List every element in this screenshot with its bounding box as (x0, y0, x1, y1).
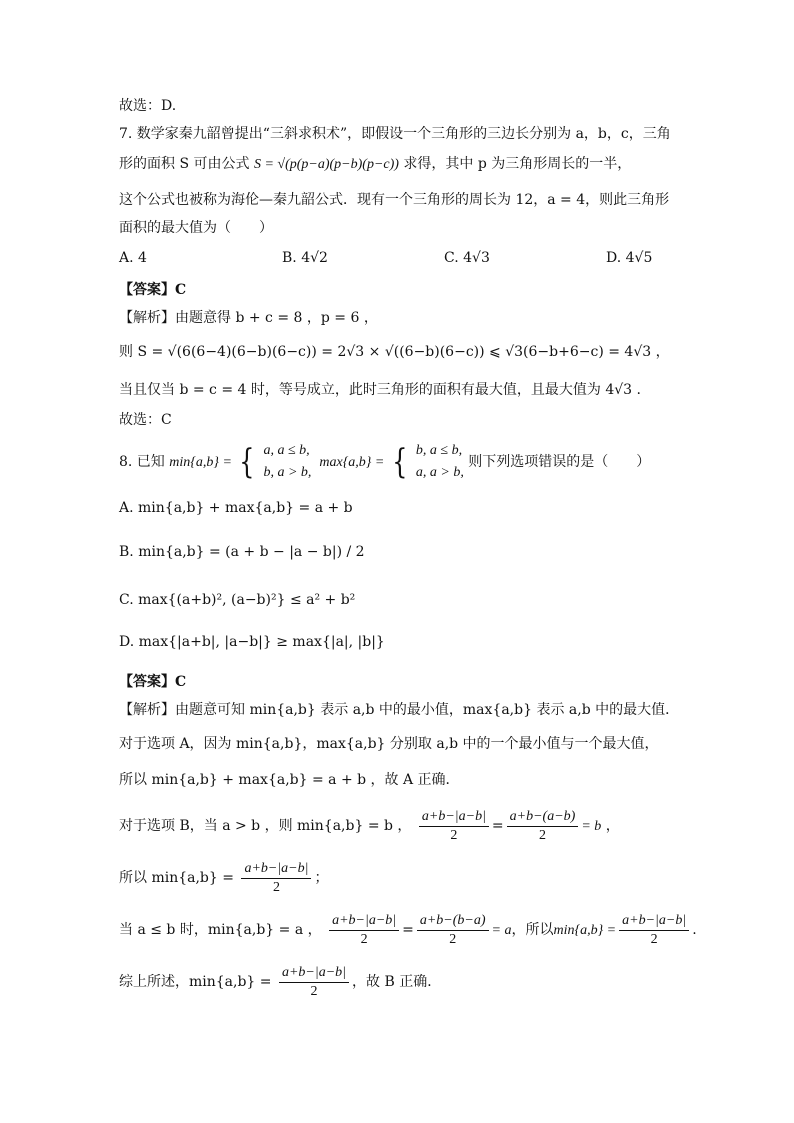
min-case-2: b, a > b, (263, 465, 312, 480)
q8-analysis-4-pre: 对于选项 B，当 a > b ，则 min{a,b} = b ， (119, 818, 412, 834)
q7-stem-line2 (119, 154, 631, 175)
q8-analysis-4: 对于选项 B，当 a > b ，则 min{a,b} = b ， $\frac{a+b-|a-b|}{2}$ = $\frac{a+b-(a-b)}{2}$ = b ， (119, 808, 620, 843)
fraction-abs: $\frac{a+b-|a-b|}{2}$ (419, 808, 489, 845)
q7-analysis-2: 则 S = √(6(6−4)(6−b)(6−c)) = 2√3 × √((6−b)(6−c)) ⩽ √3(6−b+6−c) = 4√3 ， (119, 344, 670, 360)
q8-stem-pre: 8. 已知 (119, 454, 165, 470)
q8-option-d: D. max{|a+b|, |a−b|} ≥ max{|a|, |b|} (119, 634, 385, 650)
fraction-abs: $\frac{a+b-|a-b|}{2}$ (619, 912, 689, 949)
q7-answer: 【答案】C (119, 282, 187, 298)
q8-answer: 【答案】C (119, 674, 187, 690)
left-brace-icon: { (239, 442, 255, 482)
q8-option-c: C. max{(a+b)², (a−b)²} ≤ a² + b² (119, 592, 356, 608)
max-definition (416, 440, 464, 484)
min-definition (263, 440, 311, 484)
q8-analysis-6: 当 a ≤ b 时，min{a,b} = a ， $\frac{a+b-|a-b|}{2}$ = $\frac{a+b-(b-a)}{2}$ = a，所以min{a,b} = $\frac{a+b-|a-b|}{2}$ . (119, 912, 697, 947)
q8-analysis-6-pre: 当 a ≤ b 时，min{a,b} = a ， (119, 922, 322, 938)
q8-option-a: A. min{a,b} + max{a,b} = a + b (119, 500, 353, 516)
heron-formula: S = √(p(p−a)(p−b)(p−c)) (253, 157, 399, 172)
fraction-abs: $\frac{a+b-|a-b|}{2}$ (279, 964, 349, 1001)
q7-option-c: C. 4√3 (444, 250, 490, 266)
q8-analysis-3: 所以 min{a,b} + max{a,b} = a + b ，故 A 正确． (119, 772, 460, 788)
max-label: max{a,b} = (315, 455, 385, 470)
q8-stem-post: 则下列选项错误的是（ ） (468, 454, 651, 470)
fraction-expanded: $\frac{a+b-(a-b)}{2}$ (507, 808, 579, 845)
q7-stem-line1: 7. 数学家秦九韶曾提出“三斜求积术”，即假设一个三角形的三边长分别为 a，b，c，三角 (119, 126, 671, 142)
q8-analysis-5-pre: 所以 min{a,b} = (119, 870, 234, 886)
q7-option-b: B. 4√2 (282, 250, 328, 266)
q8-analysis-1: 【解析】由题意可知 min{a,b} 表示 a,b 中的最小值，max{a,b} 表示 a,b 中的最大值． (119, 702, 680, 718)
q7-option-a: A. 4 (119, 250, 147, 266)
q8-analysis-7-pre: 综上所述，min{a,b} = (119, 974, 272, 990)
fraction-abs: $\frac{a+b-|a-b|}{2}$ (241, 860, 311, 897)
q8-analysis-7-post: ，故 B 正确． (352, 974, 442, 990)
fraction-abs: $\frac{a+b-|a-b|}{2}$ (329, 912, 399, 949)
q7-stem-line4: 面积的最大值为（ ） (119, 220, 273, 236)
min-label: min{a,b} = (169, 455, 232, 470)
q8-analysis-7 (119, 962, 441, 1002)
max-case-1: b, a ≤ b, (415, 443, 463, 458)
q6-conclusion: 故选：D. (119, 98, 177, 114)
q8-analysis-5: 所以 min{a,b} = $\frac{a+b-|a-b|}{2}$ ； (119, 860, 329, 895)
q8-option-b: B. min{a,b} = (a + b − |a − b|) / 2 (119, 544, 365, 560)
q7-analysis-3: 当且仅当 b = c = 4 时，等号成立，此时三角形的面积有最大值，且最大值为 4√3 . (119, 382, 641, 398)
q7-option-d: D. 4√5 (606, 250, 653, 266)
fraction-expanded: $\frac{a+b-(b-a)}{2}$ (417, 912, 489, 949)
left-brace-icon: { (392, 442, 408, 482)
max-case-2: a, a > b, (415, 465, 464, 480)
q7-stem-line2-pre: 形的面积 S 可由公式 (119, 156, 250, 172)
q7-conclusion: 故选：C (119, 412, 172, 428)
q7-stem-line3: 这个公式也被称为海伦—秦九韶公式．现有一个三角形的周长为 12，a = 4，则此三角形 (119, 192, 670, 208)
q8-analysis-2: 对于选项 A，因为 min{a,b}，max{a,b} 分别取 a,b 中的一个最小值与一个最大值， (119, 736, 659, 752)
q7-stem-line2-post: 求得，其中 p 为三角形周长的一半， (403, 156, 632, 172)
q8-stem (119, 440, 650, 485)
q7-analysis-1: 【解析】由题意得 b + c = 8 ，p = 6 ， (119, 310, 378, 326)
min-case-1: a, a ≤ b, (263, 443, 310, 458)
